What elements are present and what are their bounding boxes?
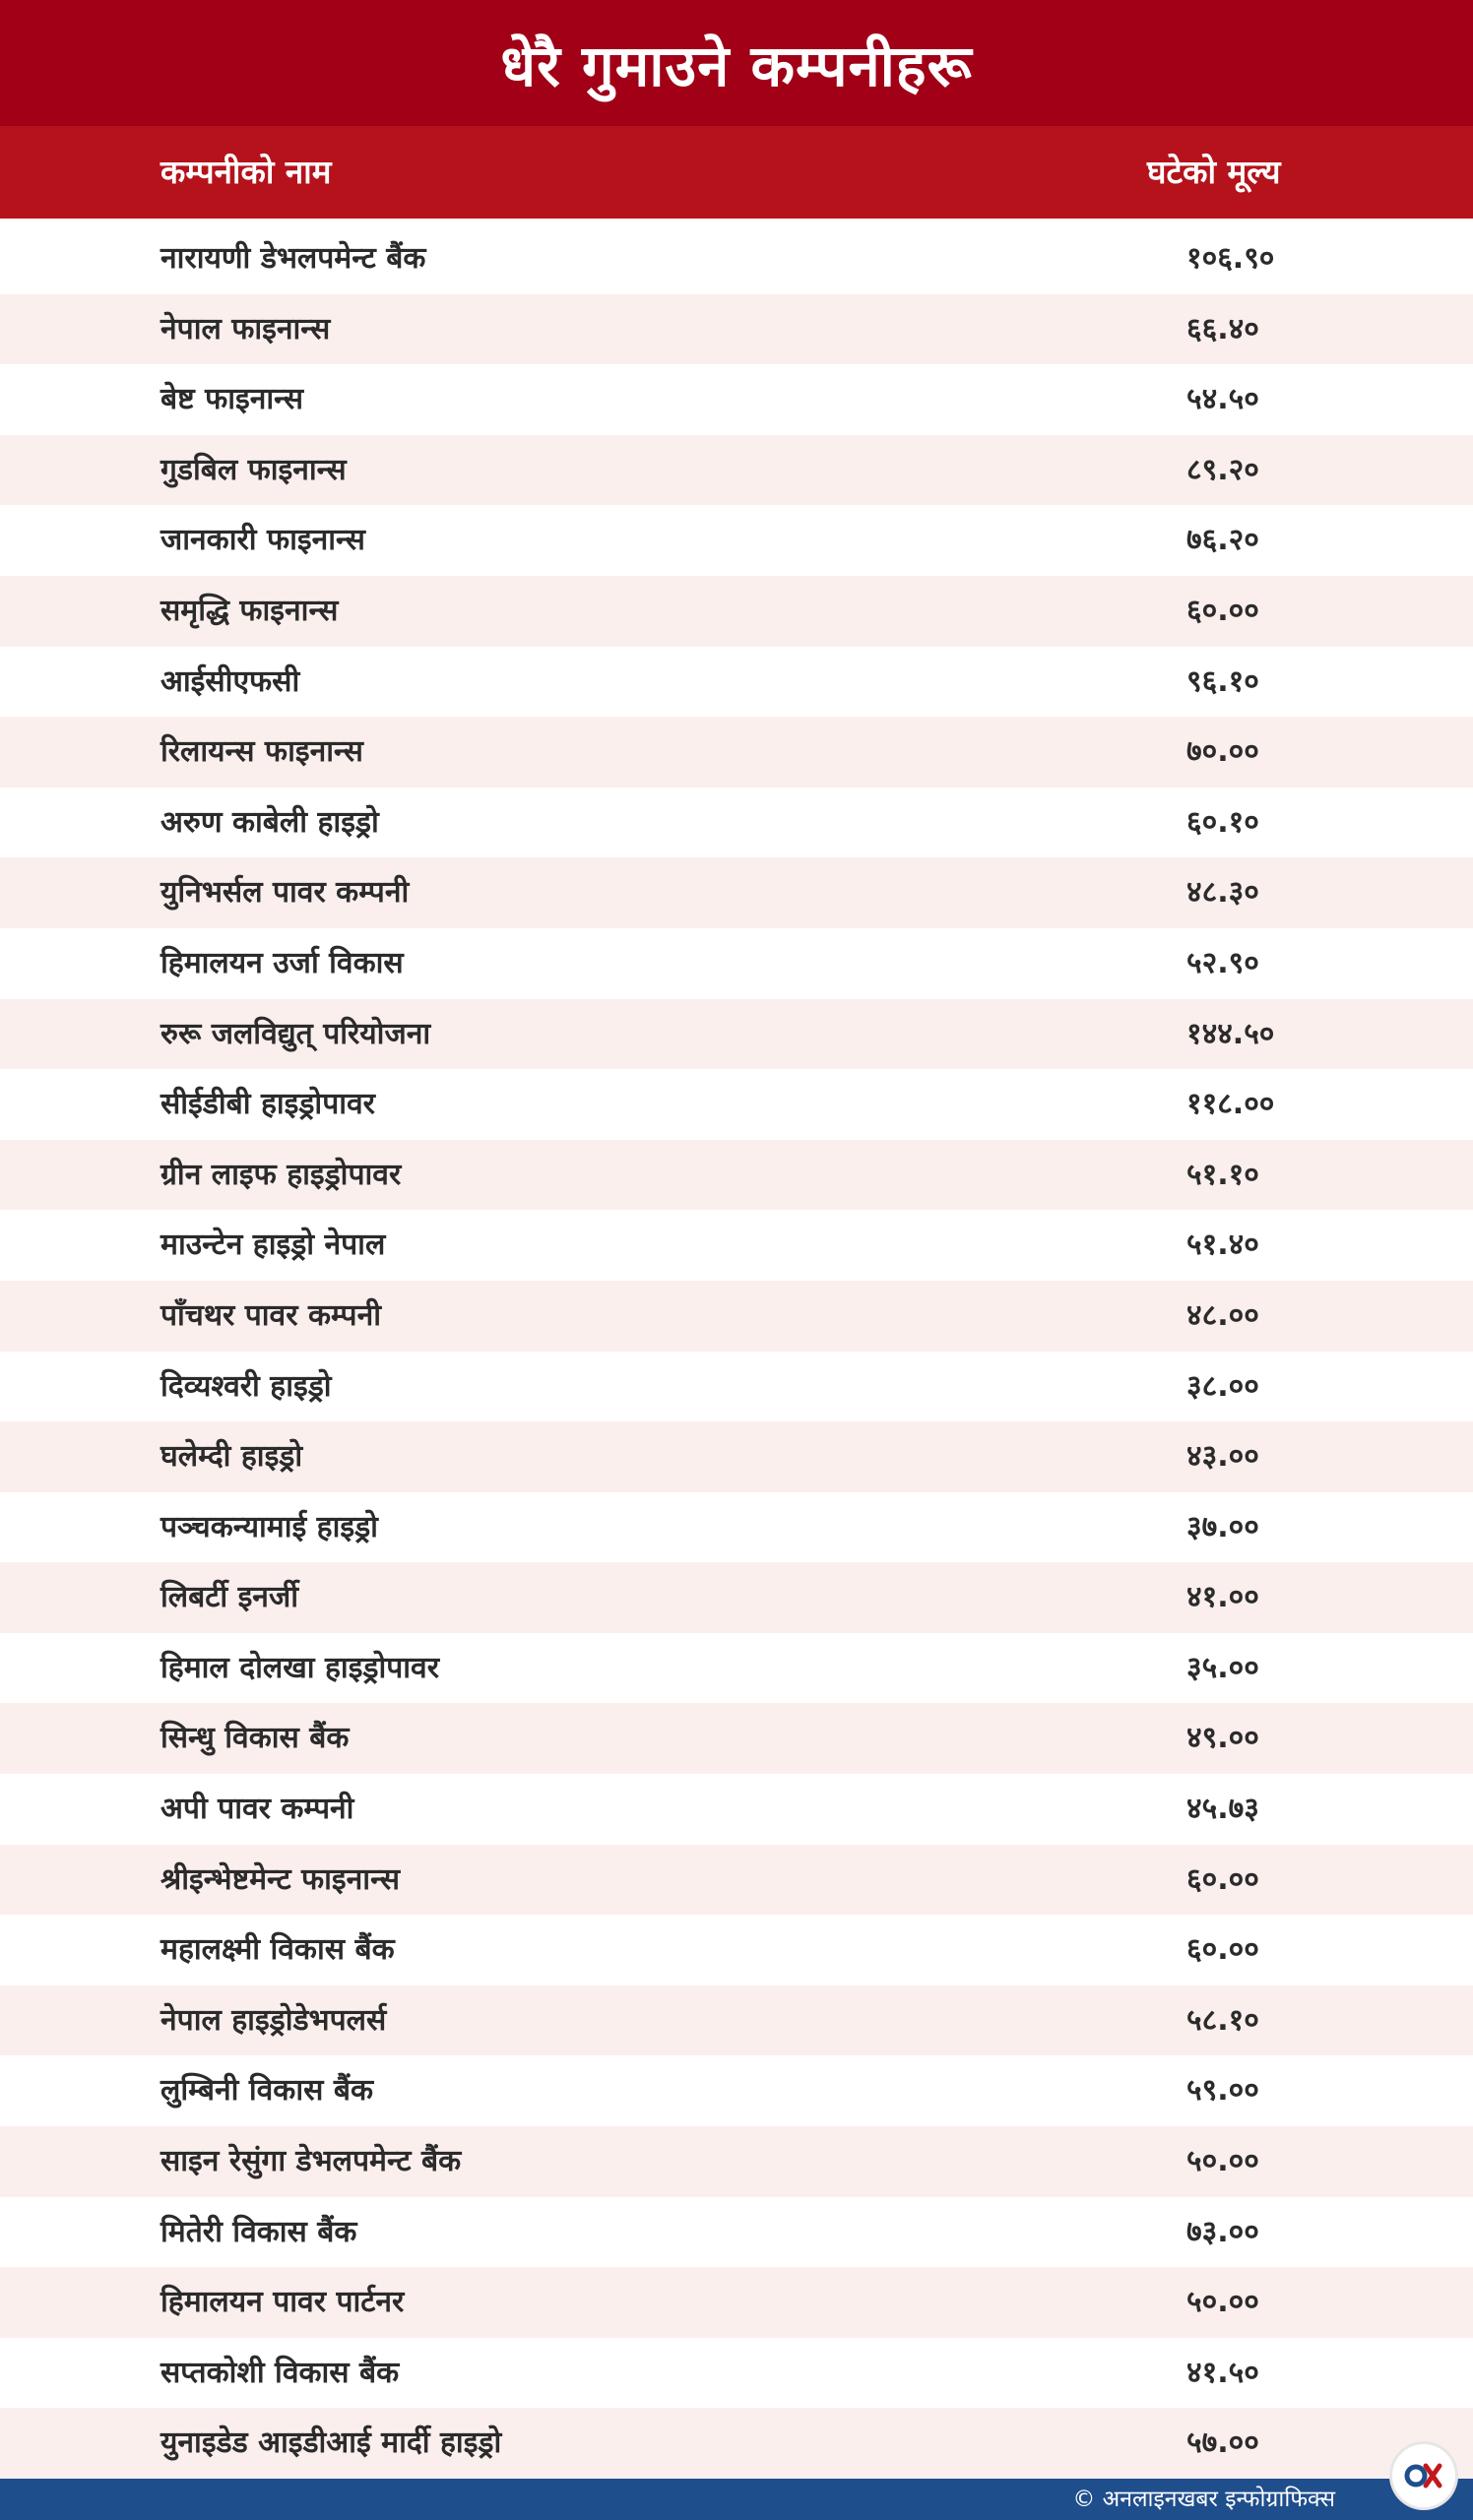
decreased-price-cell: ५७.०० xyxy=(1186,2426,1259,2461)
company-name-cell: युनाइडेड आइडीआई मार्दी हाइड्रो xyxy=(160,2426,502,2461)
table-row xyxy=(0,2197,1473,2268)
onlinekhabar-logo-icon xyxy=(1392,2444,1455,2507)
table-row xyxy=(0,2338,1473,2409)
company-name-cell: पञ्चकन्यामाई हाइड्रो xyxy=(160,1509,378,1544)
decreased-price-cell: ७३.०० xyxy=(1186,2214,1259,2249)
company-name-cell: पाँचथर पावर कम्पनी xyxy=(160,1297,382,1333)
company-name-cell: सिन्धु विकास बैंक xyxy=(160,1721,350,1756)
decreased-price-cell: ७६.२० xyxy=(1186,523,1259,558)
table-row xyxy=(0,1492,1473,1563)
table-row xyxy=(0,1774,1473,1845)
company-name-cell: लिबर्टी इनर्जी xyxy=(160,1580,298,1615)
decreased-price-cell: ६०.०० xyxy=(1186,1932,1259,1968)
table-body xyxy=(0,223,1473,2479)
decreased-price-cell: ४८.३० xyxy=(1186,875,1259,911)
table-row xyxy=(0,1703,1473,1774)
table-row xyxy=(0,1845,1473,1916)
table-row xyxy=(0,1281,1473,1352)
column-header-decreased-price: घटेको मूल्य xyxy=(1147,153,1281,191)
decreased-price-cell: ६०.०० xyxy=(1186,1861,1259,1897)
decreased-price-cell: ५०.०० xyxy=(1186,2144,1259,2179)
decreased-price-cell: ४१.५० xyxy=(1186,2355,1259,2390)
company-name-cell: अरुण काबेली हाइड्रो xyxy=(160,804,379,840)
company-name-cell: हिमाल दोलखा हाइड्रोपावर xyxy=(160,1650,439,1685)
company-name-cell: नेपाल हाइड्रोडेभपलर्स xyxy=(160,2002,387,2038)
decreased-price-cell: ५१.४० xyxy=(1186,1228,1259,1263)
table-row xyxy=(0,1210,1473,1281)
table-row xyxy=(0,364,1473,435)
table-row xyxy=(0,717,1473,788)
table-row xyxy=(0,1069,1473,1140)
company-name-cell: रिलायन्स फाइनान्स xyxy=(160,734,363,770)
table-row xyxy=(0,999,1473,1070)
company-name-cell: नेपाल फाइनान्स xyxy=(160,311,331,346)
decreased-price-cell: ११८.०० xyxy=(1186,1087,1275,1122)
decreased-price-cell: ६०.१० xyxy=(1186,804,1259,840)
decreased-price-cell: ४३.०० xyxy=(1186,1439,1259,1475)
table-row xyxy=(0,576,1473,647)
column-header-company-name: कम्पनीको नाम xyxy=(160,153,332,191)
decreased-price-cell: ८९.२० xyxy=(1186,452,1259,487)
company-name-cell: रुरू जलविद्युत् परियोजना xyxy=(160,1016,431,1051)
decreased-price-cell: १४४.५० xyxy=(1186,1016,1275,1051)
decreased-price-cell: ५१.१० xyxy=(1186,1157,1259,1192)
table-row xyxy=(0,788,1473,858)
decreased-price-cell: १०६.९० xyxy=(1186,241,1275,276)
decreased-price-cell: ४१.०० xyxy=(1186,1580,1259,1615)
table-row xyxy=(0,2267,1473,2338)
decreased-price-cell: ५९.०० xyxy=(1186,2073,1259,2109)
company-name-cell: आईसीएफसी xyxy=(160,663,300,699)
company-name-cell: सप्तकोशी विकास बैंक xyxy=(160,2355,400,2390)
table-row xyxy=(0,857,1473,928)
company-name-cell: लुम्बिनी विकास बैंक xyxy=(160,2073,374,2109)
table-row xyxy=(0,1985,1473,2056)
company-name-cell: ग्रीन लाइफ हाइड्रोपावर xyxy=(160,1157,402,1192)
decreased-price-cell: ४९.०० xyxy=(1186,1721,1259,1756)
title-bar xyxy=(0,0,1473,126)
decreased-price-cell: ३५.०० xyxy=(1186,1650,1259,1685)
company-name-cell: श्रीइन्भेष्टमेन्ट फाइनान्स xyxy=(160,1861,401,1897)
company-name-cell: नारायणी डेभलपमेन्ट बैंक xyxy=(160,241,426,276)
decreased-price-cell: ३८.०० xyxy=(1186,1368,1259,1404)
footer-credit: © अनलाइनखबर इन्फोग्राफिक्स xyxy=(1072,2487,1335,2512)
table-row xyxy=(0,1352,1473,1422)
company-name-cell: अपी पावर कम्पनी xyxy=(160,1792,354,1827)
company-name-cell: महालक्ष्मी विकास बैंक xyxy=(160,1932,395,1968)
decreased-price-cell: ५२.९० xyxy=(1186,945,1259,980)
table-row xyxy=(0,435,1473,506)
company-name-cell: गुडबिल फाइनान्स xyxy=(160,452,347,487)
table-row xyxy=(0,294,1473,365)
decreased-price-cell: ५४.५० xyxy=(1186,382,1259,417)
table-row xyxy=(0,1140,1473,1211)
company-name-cell: घलेम्दी हाइड्रो xyxy=(160,1439,303,1475)
decreased-price-cell: ७०.०० xyxy=(1186,734,1259,770)
decreased-price-cell: ३७.०० xyxy=(1186,1509,1259,1544)
decreased-price-cell: ६६.४० xyxy=(1186,311,1259,346)
decreased-price-cell: ४५.७३ xyxy=(1186,1792,1259,1827)
footer-bar xyxy=(0,2479,1473,2520)
decreased-price-cell: ६०.०० xyxy=(1186,593,1259,628)
company-name-cell: युनिभर्सल पावर कम्पनी xyxy=(160,875,410,911)
table-row xyxy=(0,1633,1473,1704)
decreased-price-cell: ९६.१० xyxy=(1186,663,1259,699)
table-row xyxy=(0,647,1473,718)
company-name-cell: जानकारी फाइनान्स xyxy=(160,523,365,558)
company-name-cell: बेष्ट फाइनान्स xyxy=(160,382,304,417)
table-row xyxy=(0,223,1473,294)
company-name-cell: साइन रेसुंगा डेभलपमेन्ट बैंक xyxy=(160,2144,462,2179)
table-row xyxy=(0,2126,1473,2197)
table-row xyxy=(0,1421,1473,1492)
table-row xyxy=(0,505,1473,576)
table-row xyxy=(0,1915,1473,1985)
company-name-cell: हिमालयन उर्जा विकास xyxy=(160,945,404,980)
decreased-price-cell: ४८.०० xyxy=(1186,1297,1259,1333)
table-row xyxy=(0,2408,1473,2479)
company-name-cell: मितेरी विकास बैंक xyxy=(160,2214,357,2249)
page-title: धेरै गुमाउने कम्पनीहरू xyxy=(500,32,973,99)
company-name-cell: समृद्धि फाइनान्स xyxy=(160,593,339,628)
decreased-price-cell: ५८.१० xyxy=(1186,2002,1259,2038)
company-name-cell: माउन्टेन हाइड्रो नेपाल xyxy=(160,1228,386,1263)
company-name-cell: सीईडीबी हाइड्रोपावर xyxy=(160,1087,375,1122)
table-row xyxy=(0,2055,1473,2126)
table-row xyxy=(0,1562,1473,1633)
table-header xyxy=(0,126,1473,219)
table-row xyxy=(0,928,1473,999)
company-name-cell: दिव्यश्वरी हाइड्रो xyxy=(160,1368,332,1404)
company-name-cell: हिमालयन पावर पार्टनर xyxy=(160,2285,405,2320)
decreased-price-cell: ५०.०० xyxy=(1186,2285,1259,2320)
